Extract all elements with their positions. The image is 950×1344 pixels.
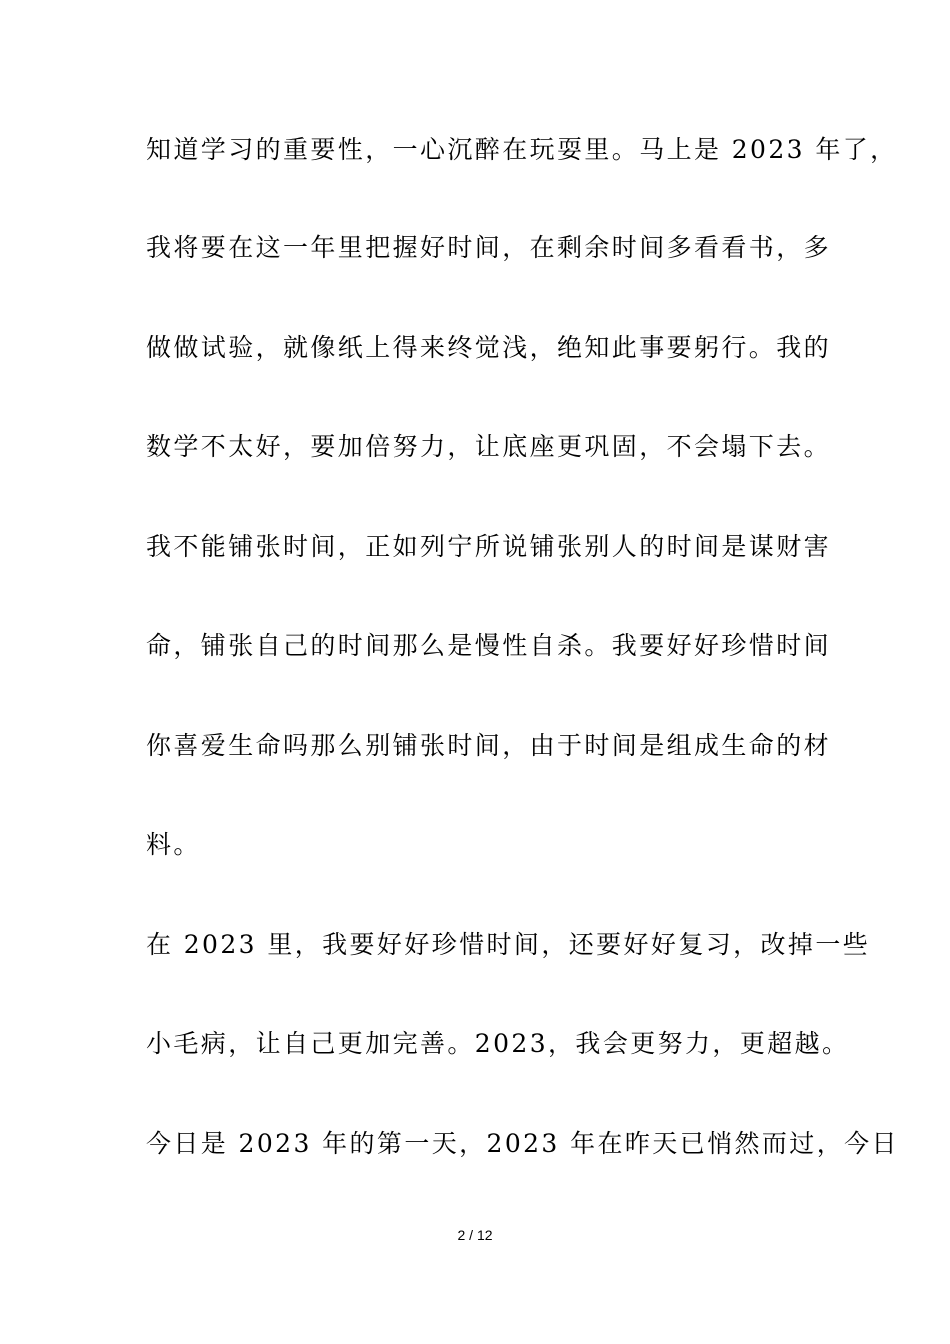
text-line: 小毛病，让自己更加完善。2023，我会更努力，更超越。 [146, 1029, 850, 1058]
text-line: 我将要在这一年里把握好时间，在剩余时间多看看书，多 [146, 233, 832, 262]
text-line: 知道学习的重要性，一心沉醉在玩耍里。马上是 2023 年了， [146, 135, 898, 164]
text-line: 命，铺张自己的时间那么是慢性自杀。我要好好珍惜时间 [146, 631, 832, 660]
text-line: 你喜爱生命吗那么别铺张时间，由于时间是组成生命的材 [146, 731, 832, 760]
text-line: 今日是 2023 年的第一天，2023 年在昨天已悄然而过，今日 [146, 1129, 899, 1158]
text-line: 在 2023 里，我要好好珍惜时间，还要好好复习，改掉一些 [146, 930, 871, 959]
page-number: 2 / 12 [457, 1227, 493, 1243]
text-line: 我不能铺张时间，正如列宁所说铺张别人的时间是谋财害 [146, 532, 832, 561]
text-line: 数学不太好，要加倍努力，让底座更巩固，不会塌下去。 [146, 432, 832, 461]
text-line: 做做试验，就像纸上得来终觉浅，绝知此事要躬行。我的 [146, 333, 832, 362]
text-line: 料。 [146, 830, 201, 859]
